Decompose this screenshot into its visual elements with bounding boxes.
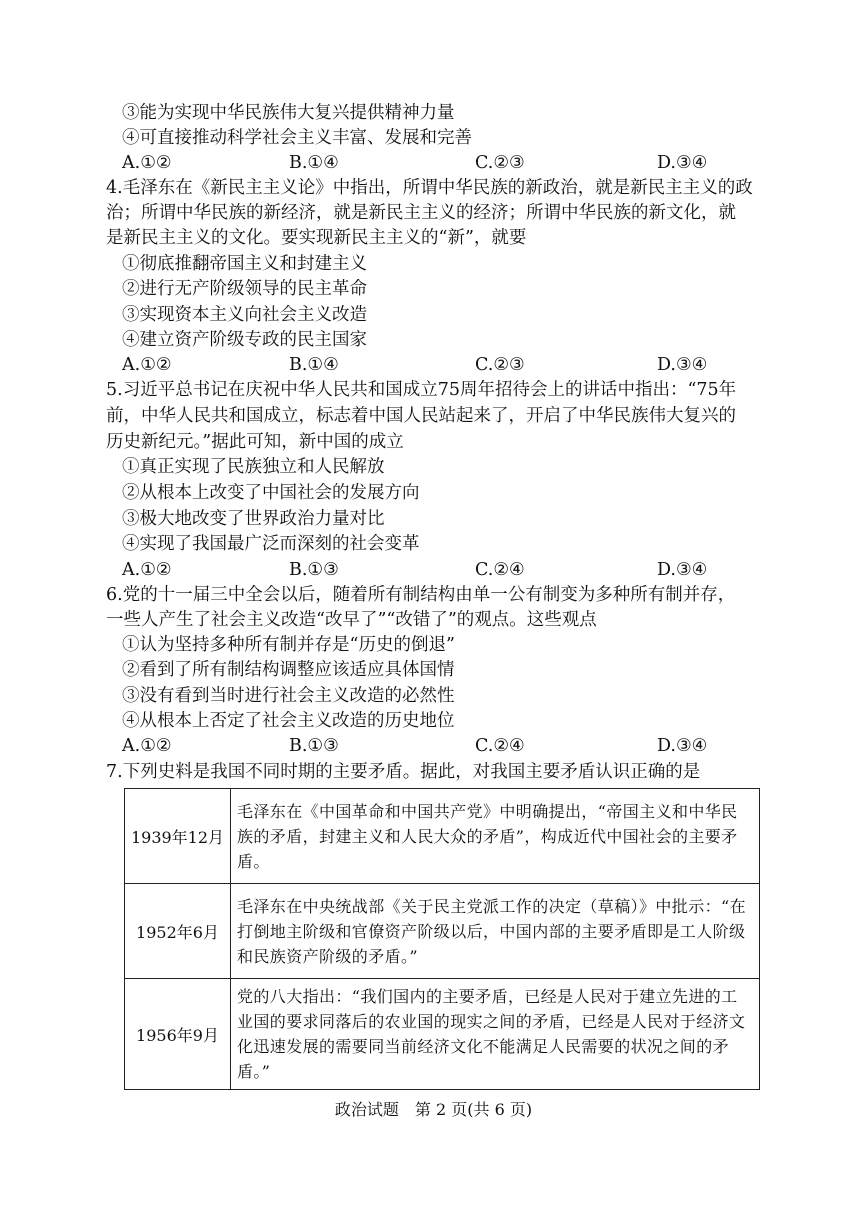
row-text: 党的八大指出：“我们国内的主要矛盾，已经是人民对于建立先进的工业国的要求同落后的农业国的现实之间的矛盾，已经是人民对于经济文化迅速发展的需要同当前经济文化不能满足人民需要的状况之间的矛盾。” xyxy=(237,987,746,1081)
option-a[interactable]: A.①② xyxy=(122,736,172,756)
page-footer: 政治试题 第 2 页(共 6 页) xyxy=(334,1100,533,1119)
q5-item: ④实现了我国最广泛而深刻的社会变革 xyxy=(122,534,420,554)
q6-options xyxy=(122,734,767,759)
statement-4: ④可直接推动科学社会主义丰富、发展和完善 xyxy=(122,128,472,148)
q6-stem-line: 6.党的十一届三中全会以后，随着所有制结构由单一公有制变为多种所有制并存， xyxy=(106,585,736,605)
option-a[interactable]: A.①② xyxy=(122,355,172,375)
q6-item: ④从根本上否定了社会主义改造的历史地位 xyxy=(122,711,455,731)
option-b[interactable]: B.①③ xyxy=(289,560,339,580)
q7-stem: 7.下列史料是我国不同时期的主要矛盾。据此，对我国主要矛盾认识正确的是 xyxy=(106,762,701,782)
q5-options xyxy=(122,558,767,583)
q6-item: ②看到了所有制结构调整应该适应具体国情 xyxy=(122,660,455,680)
option-c[interactable]: C.②④ xyxy=(475,560,525,580)
q5-stem-line: 5.习近平总书记在庆祝中华人民共和国成立75周年招待会上的讲话中指出：“75年 xyxy=(106,380,737,400)
row-date: 1939年12月 xyxy=(125,789,231,883)
table-row xyxy=(125,978,759,1089)
row-date: 1952年6月 xyxy=(125,884,231,978)
option-d[interactable]: D.③④ xyxy=(657,355,708,375)
q6-item: ①认为坚持多种所有制并存是“历史的倒退” xyxy=(122,635,455,655)
q4-options xyxy=(122,353,767,378)
q4-stem-line: 是新民主主义的文化。要实现新民主主义的“新”，就要 xyxy=(106,228,527,248)
table-row xyxy=(125,883,759,978)
option-b[interactable]: B.①④ xyxy=(289,355,339,375)
q4-stem-line: 4.毛泽东在《新民主主义论》中指出，所谓中华民族的新政治，就是新民主主义的政 xyxy=(106,178,753,198)
option-a[interactable]: A.①② xyxy=(122,153,172,173)
q5-item: ②从根本上改变了中国社会的发展方向 xyxy=(122,483,420,503)
q5-item: ③极大地改变了世界政治力量对比 xyxy=(122,509,385,529)
option-c[interactable]: C.②③ xyxy=(475,153,525,173)
option-d[interactable]: D.③④ xyxy=(657,153,708,173)
option-c[interactable]: C.②③ xyxy=(475,355,525,375)
row-text: 毛泽东在《中国革命和中国共产党》中明确提出，“帝国主义和中华民族的矛盾，封建主义和人民大众的矛盾”，构成近代中国社会的主要矛盾。 xyxy=(237,801,738,871)
option-b[interactable]: B.①④ xyxy=(289,153,339,173)
q6-stem-line: 一些人产生了社会主义改造“改早了”“改错了”的观点。这些观点 xyxy=(106,610,597,630)
q4-item: ②进行无产阶级领导的民主革命 xyxy=(122,279,367,299)
q5-stem-line: 前，中华人民共和国成立，标志着中国人民站起来了，开启了中华民族伟大复兴的 xyxy=(106,406,736,426)
q6-item: ③没有看到当时进行社会主义改造的必然性 xyxy=(122,686,455,706)
row-text: 毛泽东在中央统战部《关于民主党派工作的决定（草稿）》中批示：“在打倒地主阶级和官僚资产阶级以后，中国内部的主要矛盾即是工人阶级和民族资产阶级的矛盾。” xyxy=(237,896,746,966)
option-d[interactable]: D.③④ xyxy=(657,736,708,756)
q4-item: ④建立资产阶级专政的民主国家 xyxy=(122,330,367,350)
option-a[interactable]: A.①② xyxy=(122,560,172,580)
q5-item: ①真正实现了民族独立和人民解放 xyxy=(122,457,385,477)
statement-3: ③能为实现中华民族伟大复兴提供精神力量 xyxy=(122,103,455,123)
q3-options xyxy=(122,151,767,176)
q4-item: ③实现资本主义向社会主义改造 xyxy=(122,305,367,325)
option-c[interactable]: C.②④ xyxy=(475,736,525,756)
historical-materials-table xyxy=(124,788,760,1090)
option-b[interactable]: B.①③ xyxy=(289,736,339,756)
option-d[interactable]: D.③④ xyxy=(657,560,708,580)
q4-item: ①彻底推翻帝国主义和封建主义 xyxy=(122,254,367,274)
q5-stem-line: 历史新纪元。”据此可知，新中国的成立 xyxy=(106,432,404,452)
table-row xyxy=(125,789,759,883)
row-date: 1956年9月 xyxy=(125,979,231,1089)
q4-stem-line: 治；所谓中华民族的新经济，就是新民主主义的经济；所谓中华民族的新文化，就 xyxy=(106,203,736,223)
